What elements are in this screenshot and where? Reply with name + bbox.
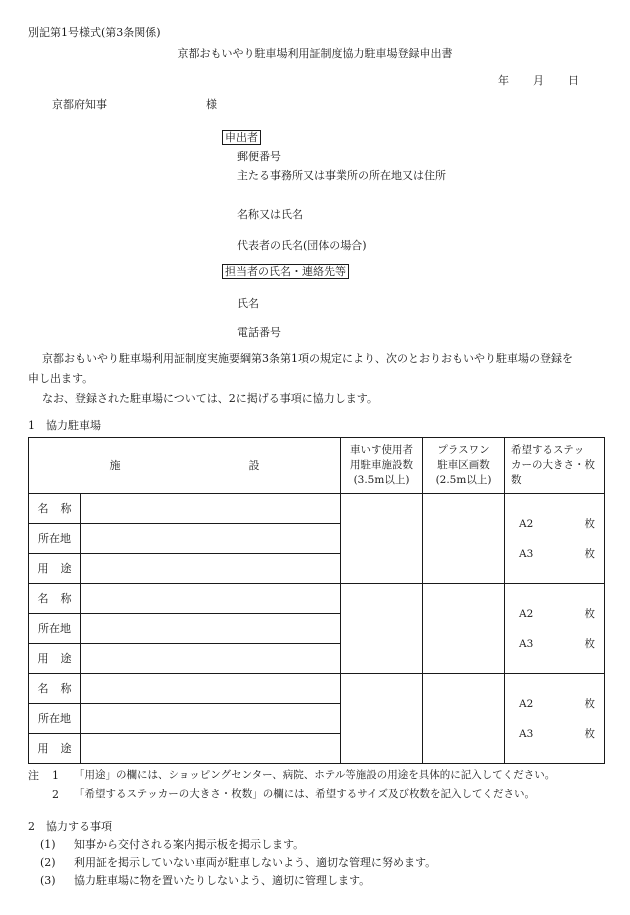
sticker-unit: 枚 (584, 547, 595, 560)
row-label-address: 所在地 (29, 524, 81, 554)
facility-address-field[interactable] (81, 614, 341, 644)
sticker-unit: 枚 (584, 727, 595, 740)
facility-address-field[interactable] (81, 704, 341, 734)
header-sticker-line-2: カーの大きさ・枚 (511, 459, 595, 472)
header-plusone-line-2: 駐車区画数 (437, 459, 490, 472)
wheelchair-count-field[interactable] (341, 584, 423, 674)
date-month: 月 (533, 74, 544, 87)
header-wheelchair-line-2: 用駐車施設数 (350, 459, 413, 472)
header-plusone-line-1: プラスワン (437, 444, 490, 457)
row-label-use-char-1: 用 (37, 741, 49, 755)
row-label-name-char-2: 称 (60, 591, 72, 605)
facility-name-field[interactable] (81, 674, 341, 704)
table-header-row (29, 438, 605, 494)
header-wheelchair-line-1: 車いす使用者 (350, 444, 413, 457)
sticker-size-a2: A2 (519, 607, 534, 620)
sticker-size-a3: A3 (519, 637, 534, 650)
row-label-name-char-1: 名 (37, 681, 49, 695)
page-title: 京都おもいやり駐車場利用証制度協力駐車場登録申出書 (177, 47, 453, 60)
applicant-name-label: 名称又は氏名 (237, 208, 303, 221)
intro-line-2: 申し出ます。 (28, 372, 94, 385)
plusone-count-field[interactable] (423, 584, 505, 674)
date-year: 年 (498, 74, 509, 87)
wheelchair-count-field[interactable] (341, 674, 423, 764)
header-sticker-line-1: 希望するステッ (511, 444, 585, 457)
row-label-use-char-2: 途 (60, 651, 72, 665)
section2-item-2-text: 利用証を掲示していない車両が駐車しないよう、適切な管理に努めます。 (74, 856, 437, 869)
applicant-heading: 申出者 (222, 130, 261, 145)
facility-table (28, 437, 605, 764)
row-label-use-char-2: 途 (60, 741, 72, 755)
intro-line-3: なお、登録された駐車場については、2に掲げる事項に協力します。 (42, 392, 378, 405)
note-1-text: 「用途」の欄には、ショッピングセンター、病院、ホテル等施設の用途を具体的に記入してください。 (74, 769, 556, 781)
row-label-use-char-1: 用 (37, 651, 49, 665)
row-label-name-char-2: 称 (60, 681, 72, 695)
sticker-size-a2: A2 (519, 697, 534, 710)
header-wheelchair-spaces (341, 438, 423, 494)
header-plusone-line-3: (2.5m以上) (435, 473, 492, 486)
contact-phone-label: 電話番号 (237, 326, 281, 339)
facility-use-field[interactable] (81, 554, 341, 584)
contact-name-label: 氏名 (237, 297, 259, 310)
row-label-use (29, 554, 81, 584)
row-label-use-char-1: 用 (37, 561, 49, 575)
table-row (29, 584, 605, 614)
addressee-honorific: 様 (206, 98, 217, 111)
addressee-name: 京都府知事 (52, 98, 107, 111)
sticker-size-a3: A3 (519, 727, 534, 740)
contact-heading: 担当者の氏名・連絡先等 (222, 264, 349, 279)
row-label-name-char-2: 称 (60, 501, 72, 515)
facility-use-field[interactable] (81, 644, 341, 674)
row-label-use-char-2: 途 (60, 561, 72, 575)
sticker-unit: 枚 (584, 697, 595, 710)
facility-use-field[interactable] (81, 734, 341, 764)
sticker-size-a3: A3 (519, 547, 534, 560)
sticker-request-cell[interactable] (505, 674, 605, 764)
header-facility-char-2: 設 (248, 458, 260, 472)
row-label-name-char-1: 名 (37, 501, 49, 515)
date-day: 日 (568, 74, 579, 87)
section2-item-2-number: (2) (40, 856, 56, 869)
header-wheelchair-line-3: (3.5m以上) (353, 473, 410, 486)
plusone-count-field[interactable] (423, 494, 505, 584)
header-plusone-spaces (423, 438, 505, 494)
header-sticker-line-3: 数 (511, 473, 522, 486)
header-facility-char-1: 施 (109, 458, 121, 472)
section2-item-3-text: 協力駐車場に物を置いたりしないよう、適切に管理します。 (74, 874, 371, 887)
plusone-count-field[interactable] (423, 674, 505, 764)
header-sticker (505, 438, 605, 494)
row-label-name-char-1: 名 (37, 591, 49, 605)
sticker-request-cell[interactable] (505, 584, 605, 674)
applicant-representative-label: 代表者の氏名(団体の場合) (237, 239, 367, 252)
applicant-address-label: 主たる事務所又は事業所の所在地又は住所 (237, 169, 446, 182)
row-label-name (29, 584, 81, 614)
row-label-address: 所在地 (29, 614, 81, 644)
section2-item-3-number: (3) (40, 874, 56, 887)
note-2-number: 2 (52, 788, 59, 801)
row-label-name (29, 674, 81, 704)
sticker-request-cell[interactable] (505, 494, 605, 584)
wheelchair-count-field[interactable] (341, 494, 423, 584)
row-label-name (29, 494, 81, 524)
intro-line-1: 京都おもいやり駐車場利用証制度実施要綱第3条第1項の規定により、次のとおりおもいやり駐車場の登録を (42, 352, 573, 365)
facility-name-field[interactable] (81, 584, 341, 614)
note-1-number: 1 (52, 769, 59, 782)
sticker-size-a2: A2 (519, 517, 534, 530)
note-2-text: 「希望するステッカーの大きさ・枚数」の欄には、希望するサイズ及び枚数を記入してください。 (74, 788, 535, 800)
sticker-unit: 枚 (584, 637, 595, 650)
form-header: 別記第1号様式(第3条関係) (28, 26, 161, 39)
table-row (29, 674, 605, 704)
header-facility (29, 438, 341, 494)
table-row (29, 494, 605, 524)
row-label-use (29, 644, 81, 674)
facility-name-field[interactable] (81, 494, 341, 524)
sticker-unit: 枚 (584, 517, 595, 530)
section1-heading: 1 協力駐車場 (28, 419, 101, 432)
row-label-use (29, 734, 81, 764)
section2-heading: 2 協力する事項 (28, 820, 112, 833)
facility-address-field[interactable] (81, 524, 341, 554)
notes-label: 注 (28, 769, 39, 782)
row-label-address: 所在地 (29, 704, 81, 734)
section2-item-1-text: 知事から交付される案内掲示板を掲示します。 (74, 838, 305, 851)
applicant-postal-label: 郵便番号 (237, 150, 281, 163)
sticker-unit: 枚 (584, 607, 595, 620)
section2-item-1-number: (1) (40, 838, 56, 851)
